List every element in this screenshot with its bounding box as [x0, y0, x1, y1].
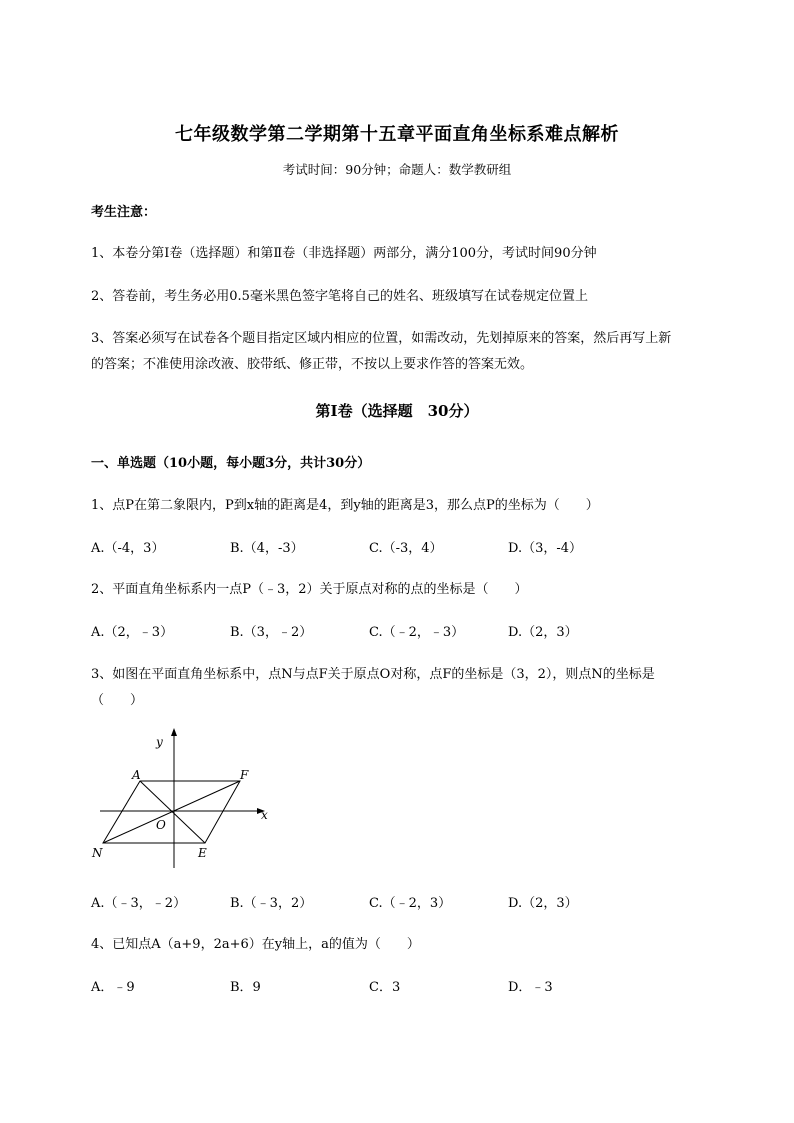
- option-a[interactable]: A.（2，﹣3）: [91, 625, 174, 640]
- option-c[interactable]: C．3: [369, 980, 401, 995]
- option-d[interactable]: D.（2，3）: [508, 896, 578, 911]
- coordinate-figure: [88, 726, 288, 871]
- notice-heading: 考生注意：: [91, 205, 157, 220]
- notice-item: 3、答案必须写在试卷各个题目指定区域内相应的位置，如需改动，先划掉原来的答案，然后再写上新: [91, 331, 672, 346]
- label-x: x: [261, 808, 268, 822]
- question-3-stem-cont: （ ）: [91, 693, 144, 708]
- option-b[interactable]: B.（﹣3，2）: [230, 896, 313, 911]
- option-c[interactable]: C.（﹣2，﹣3）: [369, 625, 465, 640]
- option-b[interactable]: B.（3，﹣2）: [230, 625, 313, 640]
- option-a[interactable]: A.（-4，3）: [91, 541, 165, 556]
- notice-item: 2、答卷前，考生务必用0.5毫米黑色签字笔将自己的姓名、班级填写在试卷规定位置上: [91, 289, 588, 304]
- label-n: N: [92, 846, 103, 860]
- label-f: F: [240, 768, 249, 782]
- notice-item: 1、本卷分第Ⅰ卷（选择题）和第Ⅱ卷（非选择题）两部分，满分100分，考试时间90分钟: [91, 246, 597, 261]
- option-d[interactable]: D．﹣3: [508, 980, 553, 995]
- section-title: 第Ⅰ卷（选择题 30分）: [315, 402, 479, 420]
- option-a[interactable]: A．﹣9: [91, 980, 135, 995]
- label-o: O: [156, 818, 166, 832]
- question-3-stem: 3、如图在平面直角坐标系中，点N与点F关于原点O对称，点F的坐标是（3，2），则点N的坐标是: [91, 667, 655, 682]
- option-d[interactable]: D.（2，3）: [508, 625, 578, 640]
- label-e: E: [198, 846, 207, 860]
- question-2-stem: 2、平面直角坐标系内一点P（﹣3，2）关于原点对称的点的坐标是（ ）: [91, 582, 528, 597]
- label-y: y: [156, 735, 163, 749]
- option-c[interactable]: C.（﹣2，3）: [369, 896, 452, 911]
- notice-item: 的答案；不准使用涂改液、胶带纸、修正带，不按以上要求作答的答案无效。: [91, 357, 534, 372]
- exam-info: 考试时间：90分钟；命题人：数学教研组: [282, 162, 512, 177]
- question-4-stem: 4、已知点A（a+9，2a+6）在y轴上，a的值为（ ）: [91, 937, 420, 952]
- option-b[interactable]: B．9: [230, 980, 261, 995]
- label-a: A: [132, 768, 141, 782]
- option-b[interactable]: B.（4，-3）: [230, 541, 304, 556]
- y-axis-arrow: [171, 728, 177, 736]
- option-a[interactable]: A.（﹣3，﹣2）: [91, 896, 187, 911]
- part-heading: 一、单选题（10小题，每小题3分，共计30分）: [91, 456, 371, 471]
- diagonal-fn: [103, 781, 240, 843]
- option-d[interactable]: D.（3，-4）: [508, 541, 583, 556]
- question-1-stem: 1、点P在第二象限内，P到x轴的距离是4，到y轴的距离是3，那么点P的坐标为（ ）: [91, 498, 599, 513]
- option-c[interactable]: C.（-3，4）: [369, 541, 443, 556]
- page-title: 七年级数学第二学期第十五章平面直角坐标系难点解析: [175, 124, 619, 145]
